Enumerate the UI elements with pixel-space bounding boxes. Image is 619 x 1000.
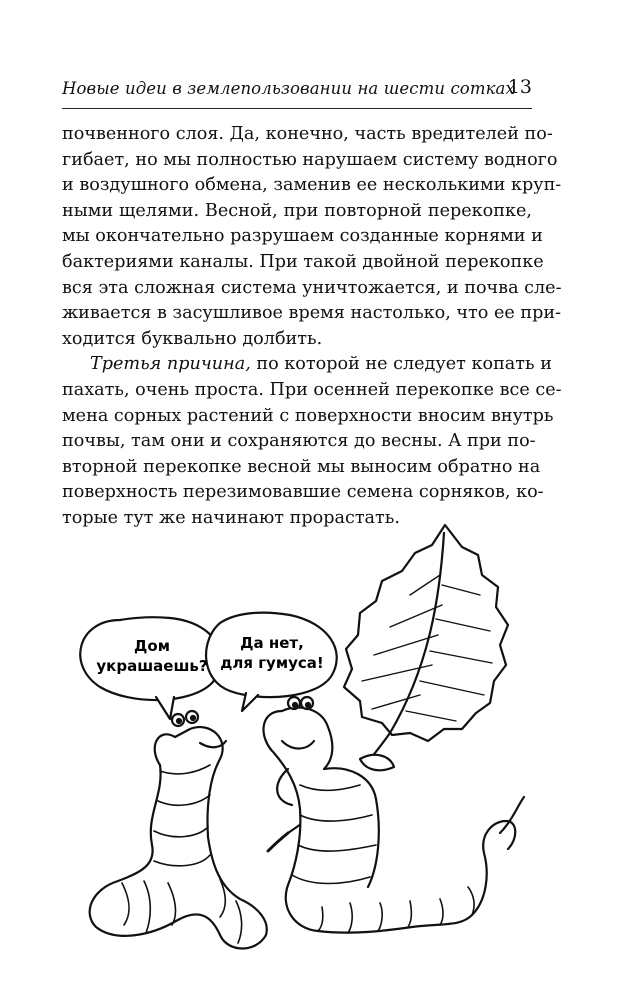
lead-line-rest: по которой не следует копать и <box>250 354 552 375</box>
text-line: и воздушного обмена, заменив ее несколькими круп- <box>62 175 562 196</box>
text-line: мена сорных растений с поверхности вносим внутрь <box>62 405 554 426</box>
text-line: торые тут же начинают прорастать. <box>62 507 400 528</box>
worms-cartoon <box>60 515 540 975</box>
text-line: вся эта сложная система уничтожается, и почва сле- <box>62 277 562 298</box>
text-line: пахать, очень проста. При осенней перекопке все се- <box>62 379 562 400</box>
left-bubble-line1: Дом <box>134 637 170 655</box>
emphasis-phrase: Третья причина, <box>90 354 251 375</box>
text-line: ходится буквально долбить. <box>62 328 323 349</box>
right-bubble-line1: Да нет, <box>240 634 304 652</box>
left-bubble-line2: украшаешь? <box>96 657 208 675</box>
page-number: 13 <box>507 76 532 98</box>
right-bubble-line2: для гумуса! <box>220 654 324 672</box>
text-line: ными щелями. Весной, при повторной перекопке, <box>62 200 532 221</box>
leaf-stem <box>268 833 288 851</box>
paragraph-lead-line <box>62 352 552 378</box>
text-line: мы окончательно разрушаем созданные корнями и <box>62 226 543 247</box>
text-line: поверхность перезимовавшие семена сорняков, ко- <box>62 482 544 503</box>
text-line: вторной перекопке весной мы выносим обратно на <box>62 456 541 477</box>
text-line: почвенного слоя. Да, конечно, часть вредителей по- <box>62 124 553 144</box>
text-line: бактериями каналы. При такой двойной перекопке <box>62 251 544 272</box>
worm-left-icon <box>90 711 267 949</box>
text-line: гибает, но мы полностью нарушаем систему водного <box>62 149 558 170</box>
text-line: живается в засушливое время настолько, что ее при- <box>62 303 562 324</box>
text-line: почвы, там они и сохраняются до весны. А при по- <box>62 431 536 452</box>
body-text <box>62 122 562 532</box>
running-title: Новые идеи в землепользовании на шести сотках <box>62 79 515 98</box>
running-header <box>62 70 532 109</box>
